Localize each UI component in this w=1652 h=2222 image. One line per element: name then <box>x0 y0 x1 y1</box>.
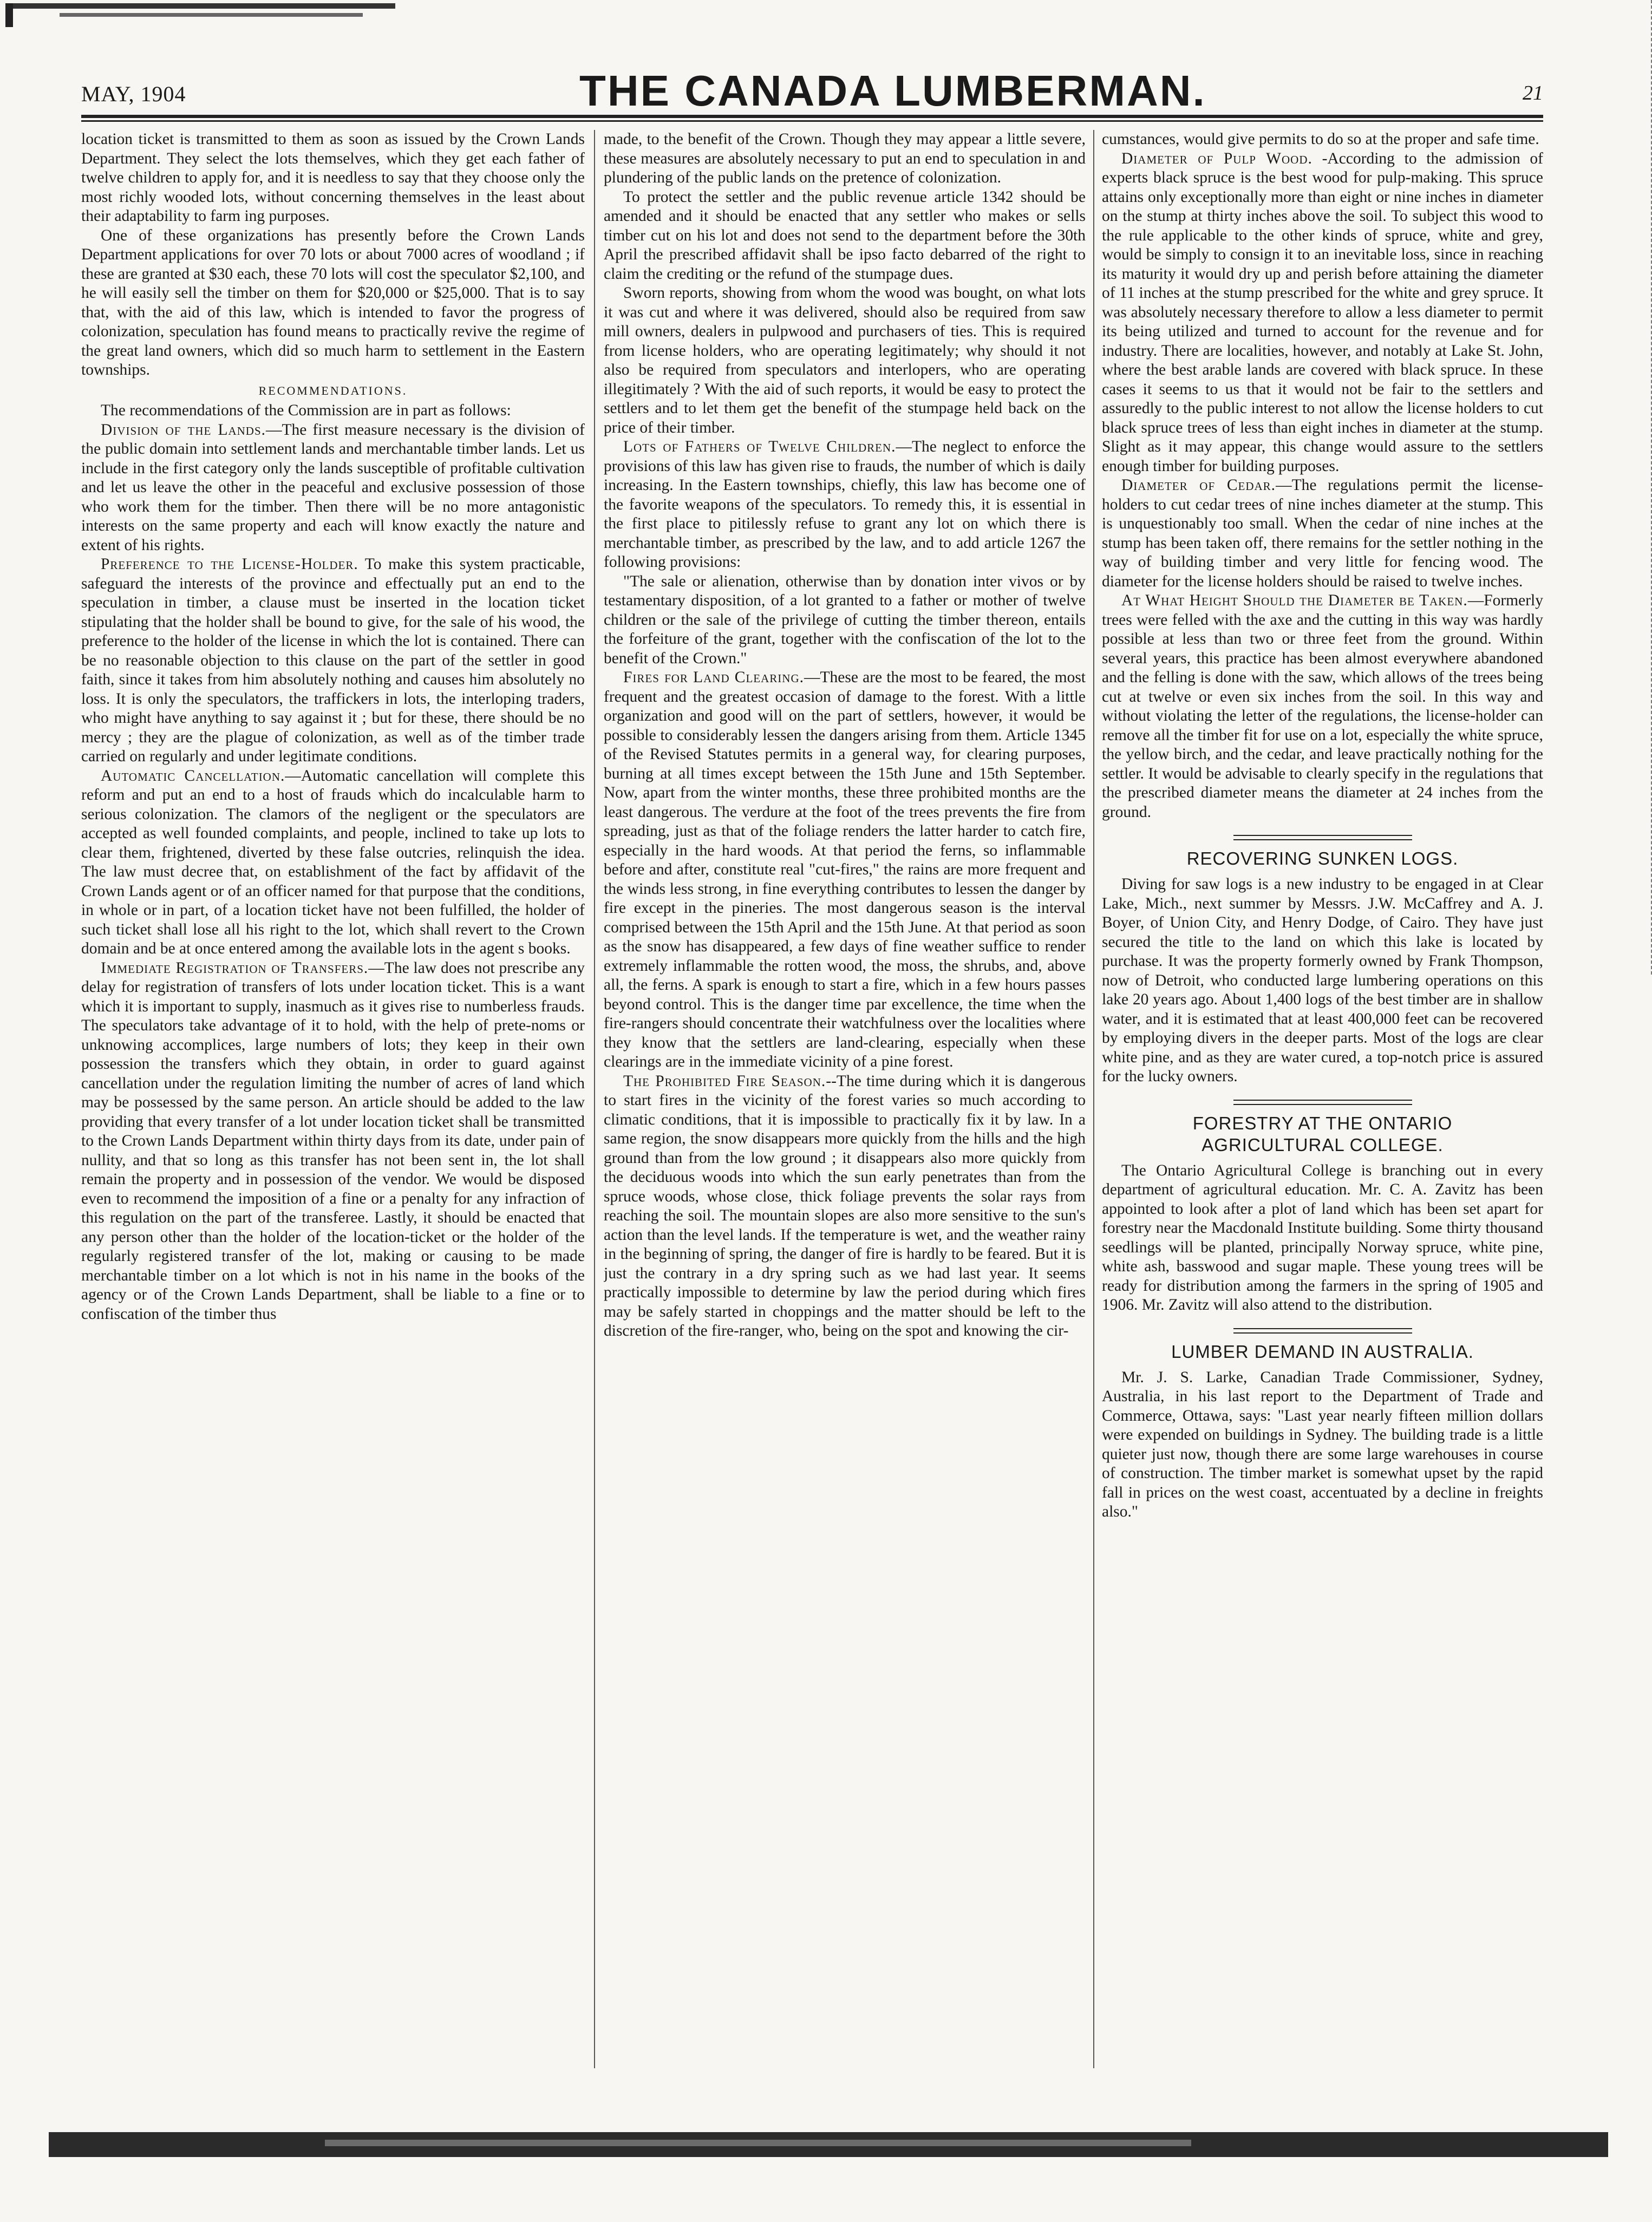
paragraph-lead: Division of the Lands. <box>101 421 266 439</box>
column-1 <box>81 130 585 2079</box>
paragraph-body: —The law does not prescribe any delay for registration of transfers of lots under location ticket. This is a want which it is important to supply, inasmuch as it gives rise to numberless frauds. The speculators take advantage of it to hold, with the help of prete-noms or unknowing accomplices, large numbers of lots; they keep in their own possession the transfers which they obtain, in order to guard against cancellation under the regulation limiting the number of acres of land which may be possessed by the same person. An article should be added to the law providing that every transfer of a lot under location ticket shall be transmitted to the Crown Lands Department within thirty days from its date, under pain of nullity, and that so long as this transfer has not been sent in, the lot shall remain the property and in possession of the vendor. We would be disposed even to recommend the imposition of a fine or a penalty for any infraction of this regulation on the part of the transferee. Lastly, it should be enacted that any person other than the holder of the location-ticket or the holder of the regularly registered transfer of the lot, making or causing to be made merchantable timber on a lot which is not in his name in the books of the agency or of the Crown Lands Department, shall be liable to a fine or to confiscation of the timber thus <box>81 959 585 1323</box>
masthead-rule <box>81 115 1543 118</box>
article-separator <box>1233 1328 1412 1334</box>
issue-date: MAY, 1904 <box>81 82 186 106</box>
paragraph-lead: At What Height Should the Diameter be Taken. <box>1121 592 1468 609</box>
paragraph <box>1102 149 1543 476</box>
paragraph-body: —Formerly trees were felled with the axe and the cutting in this way was hardly possible at less than two or three feet from the ground. Within several years, this practice has been almost everywhere abandoned and the felling is done with the saw, which allows of the trees being cut at twelve or even six inches from the soil. In this way and without violating the letter of the regulations, the license-holder can remove all the timber fit for use on a lot, especially the white spruce, the yellow birch, and the cedar, and leave practically nothing for the settler. It would be advisable to clearly specify in the regulations that the prescribed diameter means the diameter at 24 inches from the ground. <box>1102 592 1543 821</box>
bottom-scan-bar <box>0 2128 1652 2160</box>
paragraph: made, to the benefit of the Crown. Though they may appear a little severe, these measures are absolutely necessary to put an end to speculation in and plundering of the public lands on the pretence of colonization. <box>604 130 1086 186</box>
paragraph <box>81 555 585 767</box>
publication-title: THE CANADA LUMBERMAN. <box>579 67 1206 115</box>
paragraph <box>604 668 1086 1072</box>
article-headline: RECOVERING SUNKEN LOGS. <box>1186 848 1459 868</box>
paragraph-lead: Diameter of Pulp Wood. <box>1121 149 1313 167</box>
paragraph: To protect the settler and the public revenue article 1342 should be amended and it should be enacted that any settler who makes or sells timber cut on his lot and does not send to the department before the 30th April the prescribed affidavit shall be ipso facto debarred of the right to claim the crediting or the refund of the stumpage dues. <box>604 188 1086 283</box>
section-subhead: RECOMMENDATIONS. <box>258 383 408 397</box>
scan-edge <box>1648 0 1652 975</box>
top-scan-bar <box>0 0 412 27</box>
column-2 <box>604 130 1086 2079</box>
paragraph <box>81 959 585 1324</box>
article-headline: LUMBER DEMAND IN AUSTRALIA. <box>1171 1341 1474 1362</box>
paragraph-lead: Preference to the License-Holder. <box>101 556 358 573</box>
paragraph-lead: Fires for Land Clearing. <box>623 669 804 686</box>
column-divider <box>594 130 595 2068</box>
scan-bar-line <box>325 2140 1191 2146</box>
column-divider <box>1093 130 1094 2068</box>
column-3 <box>1102 130 1543 2079</box>
paragraph <box>604 437 1086 572</box>
paragraph-body: —The neglect to enforce the provisions of this law has given rise to frauds, the number of which is daily increasing. In the Eastern townships, chiefly, this law has become one of the favorite weapons of the speculators. To remedy this, it is essential in the first place to pitilessly refuse to grant any lot on which there is merchantable timber, as prescribed by the law, and to add article 1267 the following provisions: <box>604 438 1086 571</box>
paragraph-body: To make this system practicable, safeguard the interests of the province and effectually put an end to the speculation in timber, a clause must be inserted in the location ticket stipulating that the holder shall be bound to give, for the sale of his wood, the preference to the holder of the license in which the lot is contained. There can be no reasonable objection to this clause on the part of the settler in good faith, since it takes from him absolutely nothing and causes him absolutely no loss. It is only the speculators, the traffickers in lots, the interloping traders, who might have anything to say against it ; but for these, there should be no mercy ; they are the plague of colonization, as well as of the timber trade carried on regularly and under legitimate conditions. <box>81 556 585 765</box>
masthead-rule <box>81 120 1543 122</box>
article-headline-line: FORESTRY AT THE ONTARIO <box>1192 1113 1453 1133</box>
paragraph: The recommendations of the Commission are in part as follows: <box>101 402 511 419</box>
paragraph-body: —Automatic cancellation will complete this reform and put an end to a host of frauds which do incalculable harm to serious colonization. The clamors of the negligent or the speculators are accepted as well founded complaints, and people, inclined to take up lots to clear them, frightened, diverted by these false outcries, relinquish the idea. The law must decree that, on establishment of the fact by affidavit of the Crown Lands agent or of an officer named for that purpose that the conditions, in whole or in part, of a location ticket have not been fulfilled, the holder of such ticket shall lose all his right to the lot, which shall revert to the Crown domain and be at once entered among the available lots in the agent s books. <box>81 767 585 957</box>
paragraph: Sworn reports, showing from whom the wood was bought, on what lots it was cut and where it was delivered, should also be required from saw mill owners, dealers in pulpwood and purchasers of ties. This is required from license holders, who are operating legitimately; why should it not also be required from speculators and interlopers, who are operating illegitimately ? With the aid of such reports, it would be easy to protect the settlers and to let them get the benefit of the stumpage held back on the price of their timber. <box>604 284 1086 436</box>
masthead <box>81 64 1543 113</box>
paragraph <box>1102 476 1543 591</box>
paragraph <box>81 767 585 959</box>
paragraph-lead: The Prohibited Fire Season. <box>623 1072 826 1090</box>
page-number: 21 <box>1523 82 1543 104</box>
paragraph-body: —The first measure necessary is the division of the public domain into settlement lands and merchantable timber lands. Let us include in the first category only the lands susceptible of profitable cultivation and let us leave the other in the peaceful and exclusive possession of those who work them for the timber. Then there will be no more antagonistic interests on the same property and each will know exactly the nature and extent of his rights. <box>81 421 585 554</box>
paragraph-body: --The time during which it is dangerous to start fires in the vicinity of the forest varies so much according to climatic conditions, that it is impossible to practically fix it by law. In a same region, the snow disappears more quickly from the hills and the high ground than from the low ground ; it disappears also more quickly from the deciduous woods into which the sun early penetrates than from the spruce woods, whose close, thick foliage prevents the solar rays from reaching the soil. The mountain slopes are also more sensitive to the sun's action than the level lands. If the temperature is wet, and the weather rainy in the beginning of spring, the danger of fire is hardly to be feared. But it is just the contrary in a dry spring such as we had last year. It seems practically impossible to determine by law the period during which fires may be safely started in choppings and the matter should be left to the discretion of the fire-ranger, who, being on the spot and knowing the cir- <box>604 1072 1086 1339</box>
paragraph-lead: Immediate Registration of Transfers. <box>101 959 369 977</box>
paragraph: location ticket is transmitted to them as soon as issued by the Crown Lands Department. They select the lots themselves, which they get each father of twelve children to apply for, and it is needless to say that they choose only the most richly wooded lots, without concerning themselves in the least about their adaptability to farm ing purposes. <box>81 130 585 225</box>
article-separator <box>1233 835 1412 840</box>
paragraph-lead: Diameter of Cedar. <box>1121 476 1276 494</box>
paragraph-body: —These are the most to be feared, the most frequent and the greatest occasion of damage to the forest. With a little organization and good will on the part of settlers, however, it would be possible to considerably lessen the dangers arising from them. Article 1345 of the Revised Statutes permits in a general way, for clearing purposes, burning at all times except between the 15th June and 15th September. Now, apart from the winter months, these three prohibited months are the least dangerous. The verdure at the foot of the trees prevents the fire from spreading, just as that of the foliage renders the latter harder to catch fire, especially in the hard woods. At that period the ferns, so inflammable before and after, constitute real "cut-fires," the rains are more frequent and the winds less strong, in fine everything contributes to lessen the danger by fire except in the pineries. The most dangerous season is the interval comprised between the 15th April and the 15th June. At that period as soon as the snow has disappeared, a few days of fine weather suffice to render extremely inflammable the rotten wood, the moss, the shrubs, and, above all, the ferns. A spark is enough to start a fire, which in a few hours passes beyond control. This is the danger time par excellence, the time when the fire-rangers should concentrate their watchfulness over the localities where they know that the settlers are land-clearing, especially when these clearings are in the immediate vicinity of a pine forest. <box>604 669 1086 1070</box>
paragraph: Mr. J. S. Larke, Canadian Trade Commissioner, Sydney, Australia, in his last report to the Department of Trade and Commerce, Ottawa, says: "Last year nearly fifteen million dollars were expended on buildings in Sydney. The building trade is a little quieter just now, though there are some large warehouses in course of construction. The timber market is somewhat upset by the rapid fall in prices on the west coast, accentuated by a decline in freights also." <box>1102 1368 1543 1520</box>
paragraph: Diving for saw logs is a new industry to be engaged in at Clear Lake, Mich., next summer by Messrs. J.W. McCaffrey and A. J. Boyer, of Union City, and Henry Dodge, of Cairo. They have just secured the title to the land on which this lake is located by purchase. It was the property formerly owned by Frank Thompson, now of Detroit, who conducted large lumbering operations on this lake 20 years ago. About 1,400 logs of the best timber are in shallow water, and it is estimated that at least 400,000 feet can be recovered by employing divers in the deeper parts. Most of the logs are clear white pine, and as they are water cured, a top-notch price is assured for the lucky owners. <box>1102 875 1543 1085</box>
quoted-provision: "The sale or alienation, otherwise than by donation inter vivos or by testamentary disposition, of a lot granted to a father or mother of twelve children or the sale of the privilege of cutting the timber thereon, entails the forfeiture of the grant, together with the confiscation of the lot to the benefit of the Crown." <box>604 572 1086 667</box>
article-separator <box>1233 1100 1412 1105</box>
paragraph-lead: Automatic Cancellation. <box>101 767 285 785</box>
scan-bar-line <box>5 3 395 9</box>
scan-bar-mark <box>5 3 13 27</box>
paragraph <box>81 421 585 556</box>
paragraph <box>1102 591 1543 822</box>
article-headline <box>1102 1113 1543 1156</box>
paragraph-body: -According to the admission of experts black spruce is the best wood for pulp-making. This spruce attains only exceptionally more than eight or nine inches in diameter on the stump at thirty inches above the soil. To subject this wood to the rule applicable to the other kinds of spruce, white and grey, would be simply to consign it to an inevitable loss, since in reaching its maturity it would dry up and perish before attaining the diameter of 11 inches at the stump prescribed for the white and grey spruce. It was absolutely necessary therefore to allow a less diameter to permit its being utilized and turned to account for the revenue and for industry. There are localities, however, and notably at Lake St. John, where the best arable lands are covered with black spruce. In these cases it seems to us that it would not be fair to the settlers and assuredly to the public interest to not allow the license holders to cut black spruce trees of less than eight inches in diameter at the stump. Slight as it may appear, this change would assure to the settlers enough timber for building purposes. <box>1102 149 1543 475</box>
paragraph: One of these organizations has presently before the Crown Lands Department applications for over 70 lots or about 7000 acres of woodland ; if these are granted at $30 each, these 70 lots will cost the speculator $2,100, and he will easily sell the timber on them for $20,000 or $25,000. That is to say that, with the aid of this law, which is intended to favor the progress of colonization, speculation has found means to practically revive the regime of the great land owners, which did so much harm to settlement in the Eastern townships. <box>81 226 585 378</box>
scan-bar-line <box>60 13 363 17</box>
article-headline-line: AGRICULTURAL COLLEGE. <box>1202 1134 1444 1155</box>
paragraph: cumstances, would give permits to do so at the proper and safe time. <box>1102 130 1539 148</box>
paragraph: The Ontario Agricultural College is branching out in every department of agricultural education. Mr. C. A. Zavitz has been appointed to look after a plot of land which has been set apart for forestry near the Macdonald Institute building. Some thirty thousand seedlings will be planted, principally Norway spruce, white pine, white ash, basswood and sugar maple. These young trees will be ready for distribution among the farmers in the spring of 1905 and 1906. Mr. Zavitz will also attend to the distribution. <box>1102 1161 1543 1313</box>
paragraph-lead: Lots of Fathers of Twelve Children. <box>623 438 896 455</box>
paragraph <box>604 1072 1086 1341</box>
paragraph-body: —The regulations permit the license-holders to cut cedar trees of nine inches diameter at the stump. This is unquestionably too small. When the cedar of nine inches at the stump has been taken off, there remains for the settler nothing in the way of building timber and very little for fencing wood. The diameter for the license holders should be raised to twelve inches. <box>1102 476 1543 590</box>
